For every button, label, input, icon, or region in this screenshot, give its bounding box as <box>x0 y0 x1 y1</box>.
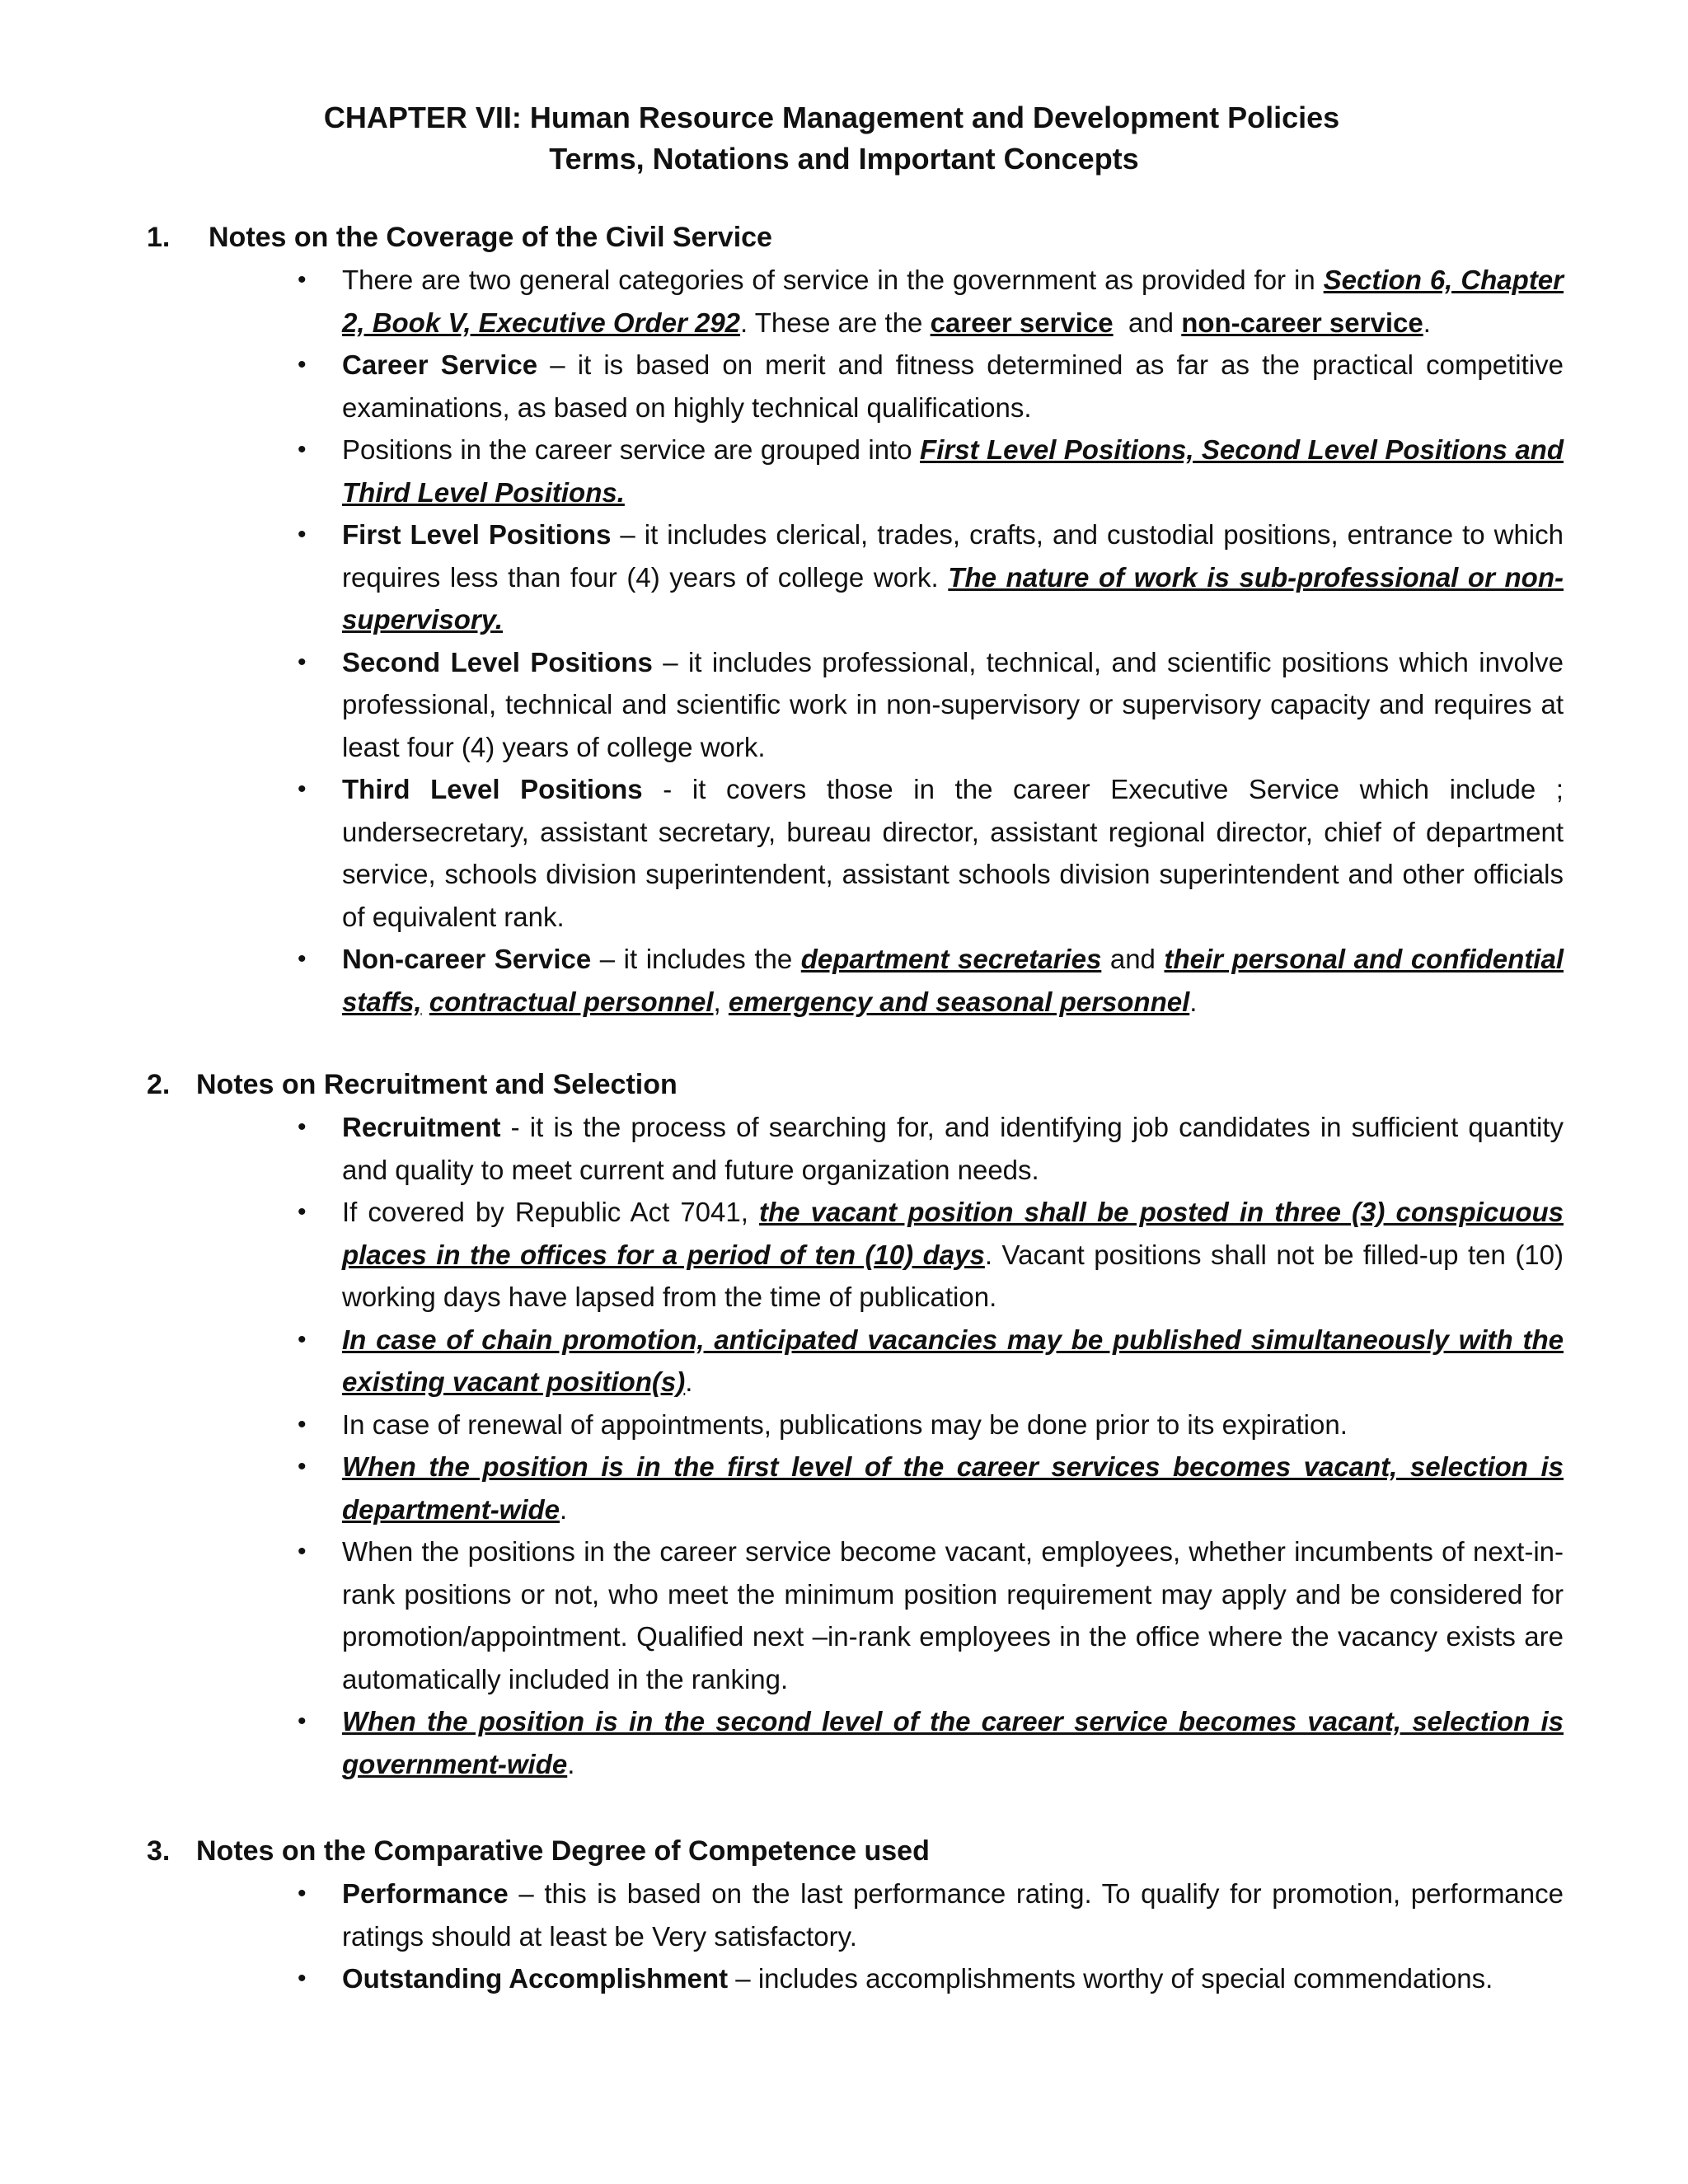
bullet-icon: • <box>298 1410 307 1438</box>
section-number: 1. <box>147 222 171 253</box>
item-emphasis: department secretaries <box>800 944 1102 974</box>
bullet-icon: • <box>298 1708 307 1735</box>
chapter-title-line1: CHAPTER VII: Human Resource Management and Development Policies <box>323 101 1340 134</box>
item-text: . <box>685 1366 693 1397</box>
bullet-icon: • <box>298 648 307 676</box>
list-item <box>298 1530 1564 1700</box>
item-text: If covered by Republic Act 7041, <box>342 1197 760 1227</box>
section-number: 2. <box>147 1069 171 1100</box>
list-item <box>298 1957 1564 2000</box>
item-text: and <box>1101 944 1165 974</box>
item-text: In case of renewal of appointments, publications may be done prior to its expiration. <box>342 1408 1348 1440</box>
list-item <box>298 1191 1564 1319</box>
list-item <box>298 1700 1564 1785</box>
item-term: Non-career Service <box>342 944 592 974</box>
item-emphasis: In case of chain promotion, anticipated vacancies may be published simultaneously with the existing vacant position(s) <box>342 1324 1564 1397</box>
bullet-icon: • <box>298 945 307 972</box>
item-emphasis: contractual personnel <box>429 986 714 1017</box>
item-term: Career Service <box>342 349 538 380</box>
section-item-list <box>298 1872 1564 2000</box>
list-item <box>298 513 1564 641</box>
list-item <box>298 259 1564 344</box>
item-emphasis: emergency and seasonal personnel <box>728 986 1190 1017</box>
item-text: . <box>560 1493 568 1525</box>
bullet-icon: • <box>298 1113 307 1141</box>
list-item <box>298 1319 1564 1404</box>
item-text: – it is based on merit and fitness determined as far as the practical competitive examinations, as based on highly technical qualifications. <box>342 349 1564 423</box>
item-text: – includes accomplishments worthy of special commendations. <box>728 1963 1493 1994</box>
bullet-icon: • <box>298 1198 307 1226</box>
item-emphasis: When the position is in the first level of the career services becomes vacant, selection is department-wide <box>342 1451 1564 1525</box>
bullet-icon: • <box>298 1538 307 1565</box>
section-title: Notes on Recruitment and Selection <box>196 1069 678 1100</box>
item-text: . Vacant positions shall not be filled-up ten (10) working days have lapsed from the time of publication. <box>342 1239 1564 1312</box>
chapter-subtitle: Terms, Notations and Important Concepts <box>549 142 1139 176</box>
item-term: First Level Positions <box>342 519 612 550</box>
item-term: Third Level Positions <box>342 774 643 804</box>
item-text: – this is based on the last performance rating. To qualify for promotion, performance ratings should at least be Very satisfactory. <box>342 1878 1564 1952</box>
item-emphasis: The nature of work is sub-professional or non-supervisory. <box>342 561 1564 635</box>
item-term: Performance <box>342 1878 509 1909</box>
bullet-icon: • <box>298 1453 307 1480</box>
list-item <box>298 768 1564 938</box>
item-text: When the positions in the career service become vacant, employees, whether incumbents of next-in-rank positions or not, who meet the minimum position requirement may apply and be considered for promotion/appointment. Qualified next –in-rank employees in the office where the vacancy exists are automatically included in the ranking. <box>342 1536 1564 1694</box>
bullet-icon: • <box>298 266 307 293</box>
bullet-icon: • <box>298 1965 307 1992</box>
section-heading <box>147 1830 1573 1872</box>
list-item <box>298 429 1564 513</box>
bullet-icon: • <box>298 776 307 803</box>
section-recruitment <box>147 1063 1573 1785</box>
item-term: Recruitment <box>342 1112 501 1142</box>
item-text: , <box>713 986 729 1017</box>
section-title: Notes on the Comparative Degree of Competence used <box>196 1835 930 1867</box>
bullet-icon: • <box>298 1880 307 1907</box>
section-item-list <box>298 259 1564 1023</box>
item-text: . <box>1423 307 1431 338</box>
item-emphasis: First Level Positions, Second Level Positions and Third Level Positions. <box>342 434 1564 508</box>
item-emphasis: non-career service <box>1181 307 1423 338</box>
section-competence <box>147 1830 1573 2000</box>
item-emphasis: When the position is in the second level of the career service becomes vacant, selection is government-wide <box>342 1706 1564 1779</box>
list-item <box>298 1106 1564 1191</box>
bullet-icon: • <box>298 1325 307 1353</box>
item-term: Second Level Positions <box>342 646 653 677</box>
list-item <box>298 1446 1564 1530</box>
item-text: - it is the process of searching for, and identifying job candidates in sufficient quantity and quality to meet current and future organization needs. <box>342 1112 1564 1185</box>
section-title: Notes on the Coverage of the Civil Service <box>209 222 772 253</box>
item-text: – it includes clerical, trades, crafts, and custodial positions, entrance to which requires less than four (4) years of college work. <box>342 519 1564 593</box>
section-coverage <box>147 216 1573 1023</box>
bullet-icon: • <box>298 351 307 378</box>
list-item <box>298 1404 1564 1446</box>
item-emphasis: the vacant position shall be posted in three (3) conspicuous places in the offices for a period of ten (10) days <box>342 1197 1564 1270</box>
item-text <box>422 987 429 1017</box>
section-heading <box>147 1063 1573 1106</box>
item-emphasis: their personal and confidential staffs, <box>342 944 1564 1017</box>
item-text: . <box>1189 986 1198 1017</box>
list-item <box>298 938 1564 1023</box>
bullet-icon: • <box>298 436 307 463</box>
bullet-icon: • <box>298 521 307 548</box>
section-item-list <box>298 1106 1564 1785</box>
list-item <box>298 344 1564 429</box>
list-item <box>298 641 1564 769</box>
section-number: 3. <box>147 1835 171 1867</box>
list-item <box>298 1872 1564 1957</box>
item-emphasis: Section 6, Chapter 2, Book V, Executive Order 292 <box>342 265 1564 338</box>
item-text: – it includes the <box>591 944 801 974</box>
item-text: - it covers those in the career Executive Service which include ; undersecretary, assistant secretary, bureau director, assistant regional director, chief of department service, schools division superintendent, assistant schools division superintendent and other officials of equivalent rank. <box>342 774 1564 932</box>
item-text: Positions in the career service are grouped into <box>342 434 921 465</box>
item-text: . These are the <box>740 307 931 338</box>
item-text: and <box>1113 307 1182 338</box>
item-term: Outstanding Accomplishment <box>342 1963 729 1994</box>
item-text: There are two general categories of service in the government as provided for in <box>342 265 1324 295</box>
chapter-title <box>0 97 1688 180</box>
section-heading <box>147 216 1573 259</box>
item-text: – it includes professional, technical, and scientific positions which involve professional, technical and scientific work in non-supervisory or supervisory capacity and requires at least four (4) years of college work. <box>342 646 1564 762</box>
item-emphasis: career service <box>930 307 1114 338</box>
item-text: . <box>567 1748 575 1779</box>
